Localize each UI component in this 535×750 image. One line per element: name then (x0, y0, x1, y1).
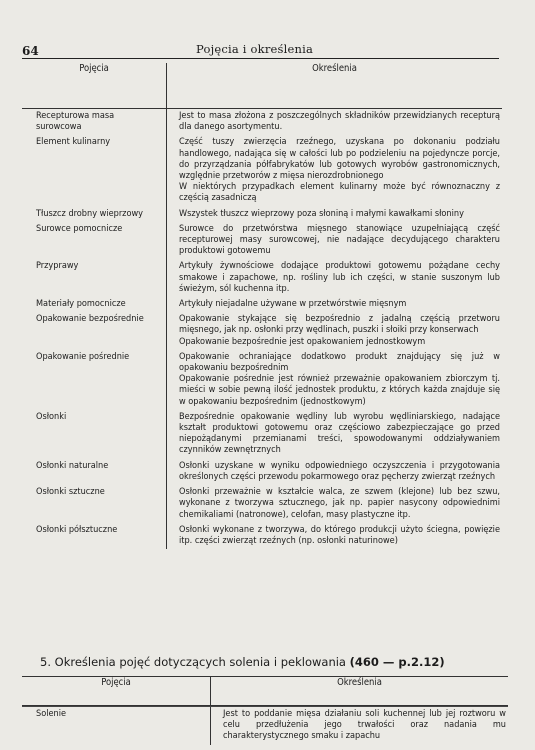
section-number: 5. (40, 655, 51, 669)
term-cell: Osłonki naturalne (36, 460, 109, 471)
definitions-table (22, 63, 502, 549)
term-cell: Osłonki sztuczne (36, 487, 105, 498)
term-cell: Tłuszcz drobny wieprzowy (36, 208, 144, 219)
table-header-row (22, 677, 508, 706)
table-row (22, 207, 502, 222)
table-row (22, 297, 502, 312)
table-row (22, 222, 502, 260)
definition-cell: Opakowanie ochraniające dodatkowo produkt znajdujący się już w opakowaniu bezpośrednim Opakowanie pośrednie jest również przeważnie opakowaniem zbiorczym tj. mieści w sobie pewną ilość jednostek produktu, z których każda znajduje się w opakowaniu bezpośrednim (jednostkowym) (167, 350, 503, 410)
table-row (22, 259, 502, 297)
definition-cell: Artykuły żywnościowe dodające produktowi gotowemu pożądane cechy smakowe i zapachowe, np. rośliny lub ich części, w stanie suszonym lub świeżym, sól kuchenna itp. (167, 259, 503, 297)
definition-cell: Osłonki wykonane z tworzywa, do którego produkcji użyto ściegna, powięzie itp. części zwierząt rzeźnych (np. osłonki naturinowe) (167, 523, 503, 549)
page-number: 64 (22, 44, 39, 58)
table-row (22, 523, 502, 549)
column-header-term: Pojęcia (22, 677, 211, 706)
term-cell: Element kulinarny (36, 137, 111, 148)
table-row (22, 350, 502, 410)
term-cell: Osłonki półsztuczne (36, 524, 118, 535)
term-cell: Surowce pomocnicze (36, 223, 123, 234)
definition-cell: Wszystek tłuszcz wieprzowy poza słoniną i małymi kawałkami słoniny (167, 207, 503, 222)
definition-cell: Artykuły niejadalne używane w przetwórstwie mięsnym (167, 297, 503, 312)
table-row (22, 312, 502, 350)
table-row (22, 707, 508, 745)
section-reference: (460 — p.2.12) (349, 655, 445, 669)
definition-cell: Część tuszy zwierzęcia rzeźnego, uzyskana po dokonaniu podziału handlowego, nadająca się w całości lub po podzieleniu na pojedyncze porcje, do przyrządzania półfabrykatów lub gotowych wyrobów gastronomicznych, względnie przetworów z mięsa nierozdrobnionego W niektórych przypadkach element kulinarny może być równoznaczny z częścią zasadniczą (167, 135, 503, 206)
term-cell: Osłonki (36, 411, 67, 422)
table-row (22, 485, 502, 523)
table-row (22, 410, 502, 459)
definition-cell: Osłonki przeważnie w kształcie walca, ze szwem (klejone) lub bez szwu, wykonane z tworzywa sztucznego, jak np. papier nasycony odpowiednimi chemikaliami (natronowe), celofan, masy plastyczne itp. (167, 485, 503, 523)
definition-cell: Jest to masa złożona z poszczególnych składników przewidzianych recepturą dla danego asortymentu. (167, 109, 503, 136)
table-row (22, 135, 502, 206)
term-cell: Przyprawy (36, 261, 79, 272)
table-row (22, 109, 502, 136)
term-cell: Recepturowa masa surowcowa (36, 111, 115, 133)
definition-cell: Bezpośrednie opakowanie wędliny lub wyrobu wędliniarskiego, nadające kształt produktowi gotowemu oraz częściowo zabezpieczające go przed niepożądanymi przemianami treści, spowodowanymi oddziaływaniem czynników zewnętrznych (167, 410, 503, 459)
column-header-definition: Określenia (211, 677, 509, 706)
definition-cell: Osłonki uzyskane w wyniku odpowiedniego oczyszczenia i przygotowania określonych części przewodu pokarmowego oraz pęcherzy zwierząt rzeźnych (167, 459, 503, 485)
definition-cell: Surowce do przetwórstwa mięsnego stanowiące uzupełniającą część recepturowej masy surowcowej, nie nadające decydującego charakteru produktowi gotowemu (167, 222, 503, 260)
table-header-row (22, 63, 502, 109)
term-cell: Opakowanie bezpośrednie (36, 314, 144, 325)
definition-cell: Opakowanie stykające się bezpośrednio z jadalną częścią przetworu mięsnego, jak np. osłonki przy wędlinach, puszki i słoiki przy konserwach Opakowanie bezpośrednie jest opakowaniem jednostkowym (167, 312, 503, 350)
running-head: Pojęcia i określenia (196, 42, 314, 56)
header-rule (22, 58, 499, 59)
term-cell: Opakowanie pośrednie (36, 351, 130, 362)
column-header-definition: Określenia (167, 63, 503, 109)
section-title: Określenia pojęć dotyczących solenia i peklowania (54, 655, 346, 669)
table-row (22, 459, 502, 485)
salting-definitions-table (22, 676, 508, 745)
term-cell: Solenie (36, 709, 67, 719)
term-cell: Materiały pomocnicze (36, 299, 126, 310)
definition-cell: Jest to poddanie mięsa działaniu soli kuchennej lub jej roztworu w celu przedłużenia jego trwałości oraz nadania mu charakterystycznego smaku i zapachu (211, 707, 509, 745)
column-header-term: Pojęcia (22, 63, 167, 109)
section-heading (40, 655, 445, 669)
